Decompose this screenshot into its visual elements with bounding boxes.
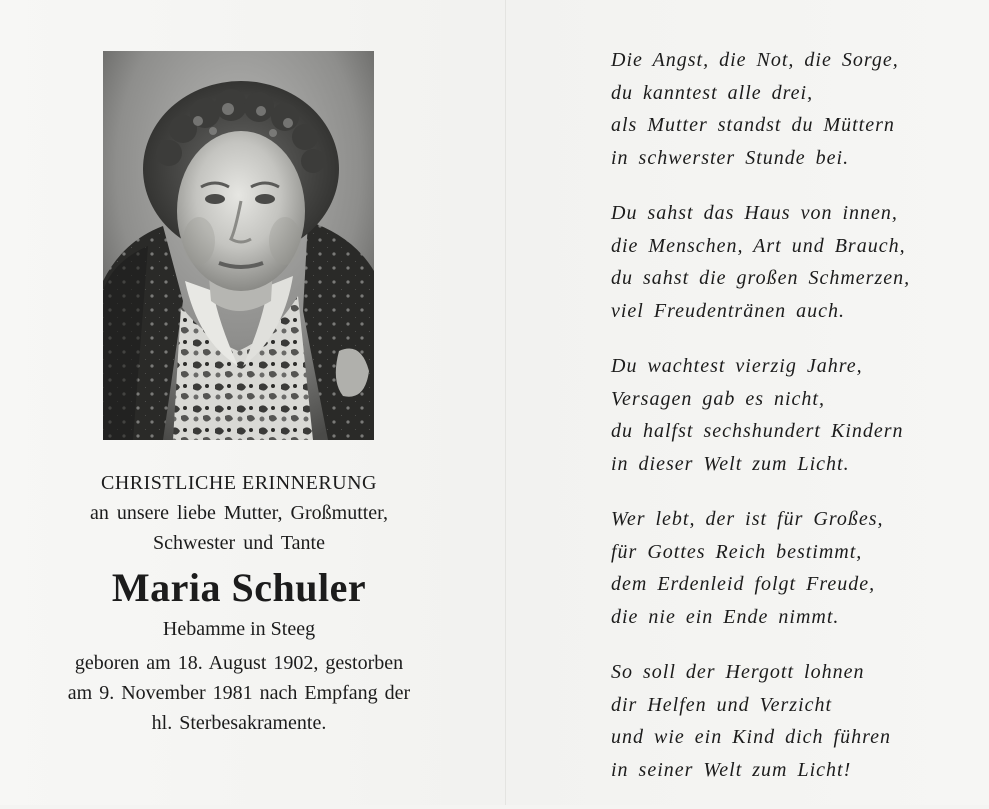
poem-line: du halfst sechshundert Kindern: [611, 420, 904, 442]
memorial-heading: CHRISTLICHE ERINNERUNG: [101, 472, 377, 494]
poem-line: in dieser Welt zum Licht.: [611, 452, 850, 475]
poem-line: als Mutter standst du Müttern: [611, 114, 895, 136]
dates-line: hl. Sterbesakramente.: [151, 712, 327, 734]
dedication-line: Schwester und Tante: [153, 532, 325, 554]
poem-line: viel Freudentränen auch.: [611, 299, 845, 322]
poem-line: in seiner Welt zum Licht!: [611, 758, 852, 781]
poem-line: die nie ein Ende nimmt.: [611, 605, 840, 628]
poem-line: und wie ein Kind dich führen: [611, 726, 892, 748]
poem-line: So soll der Hergott lohnen: [611, 661, 865, 683]
poem-line: Du wachtest vierzig Jahre,: [611, 355, 863, 377]
poem-stanza: [611, 44, 971, 174]
dates-line: am 9. November 1981 nach Empfang der: [67, 682, 411, 704]
poem-line: du sahst die großen Schmerzen,: [611, 267, 911, 289]
poem-line: Die Angst, die Not, die Sorge,: [611, 49, 899, 71]
deceased-name: Maria Schuler: [111, 565, 367, 610]
poem-stanza: [611, 503, 971, 633]
poem-line: für Gottes Reich bestimmt,: [611, 540, 863, 563]
poem-line: die Menschen, Art und Brauch,: [611, 234, 906, 257]
portrait-illustration: [103, 51, 374, 440]
poem-stanza: [611, 197, 971, 327]
dedication-line: an unsere liebe Mutter, Großmutter,: [89, 502, 389, 524]
dates-line: geboren am 18. August 1902, gestorben: [74, 652, 404, 674]
poem-line: in schwerster Stunde bei.: [611, 146, 850, 169]
occupation: Hebamme in Steeg: [162, 618, 316, 640]
poem-line: Wer lebt, der ist für Großes,: [611, 508, 884, 530]
memorial-poem: [611, 44, 971, 809]
poem-line: dem Erdenleid folgt Freude,: [611, 573, 876, 595]
memorial-text: [0, 468, 478, 738]
poem-line: du kanntest alle drei,: [611, 81, 814, 104]
poem-stanza: [611, 350, 971, 480]
portrait-photo: [103, 51, 374, 440]
poem-stanza: [611, 656, 971, 786]
poem-line: Versagen gab es nicht,: [611, 387, 825, 410]
poem-line: Du sahst das Haus von innen,: [611, 202, 898, 224]
poem-line: dir Helfen und Verzicht: [611, 693, 833, 716]
card-fold: [505, 0, 506, 805]
